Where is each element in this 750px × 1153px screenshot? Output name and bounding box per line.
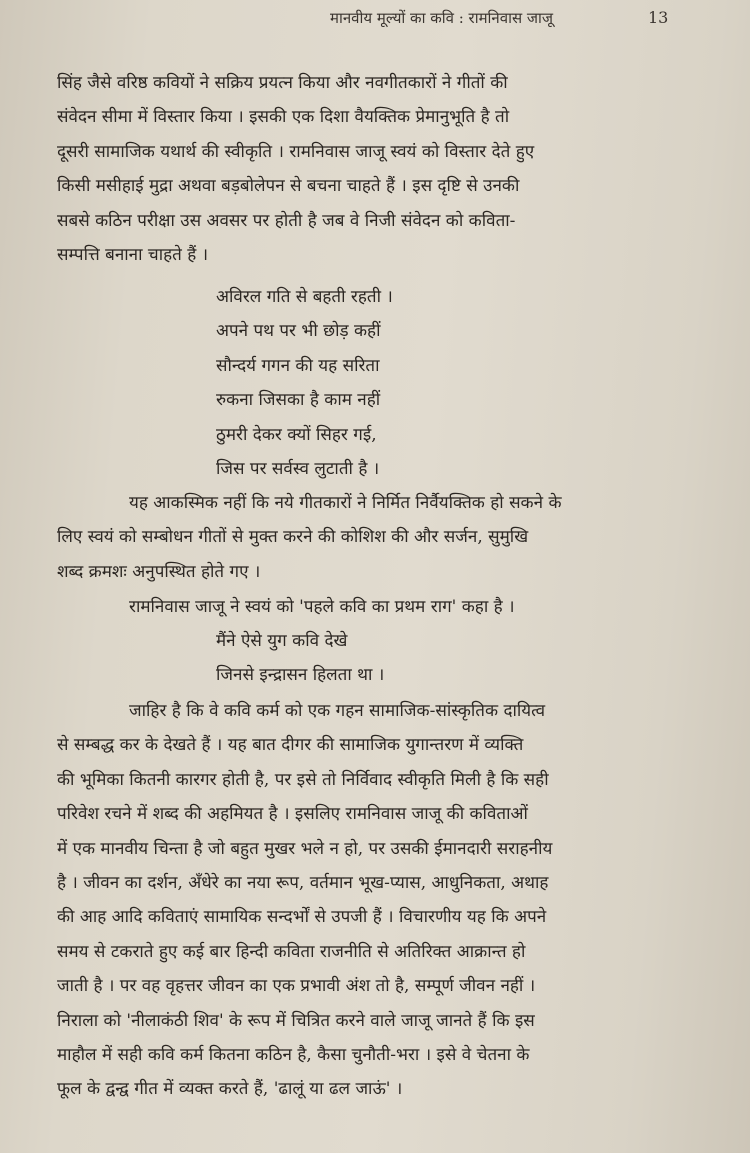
page-number: 13 [648, 8, 669, 27]
text-line: फूल के द्वन्द्व गीत में व्यक्त करते हैं, 'ढालूं या ढल जाऊं' । [57, 1079, 403, 1100]
text-line: परिवेश रचने में शब्द की अहमियत है । इसलिए रामनिवास जाजू की कविताओं [57, 804, 528, 825]
text-line: समय से टकराते हुए कई बार हिन्दी कविता राजनीति से अतिरिक्त आक्रान्त हो [57, 941, 526, 962]
verse-line: मैंने ऐसे युग कवि देखे [216, 631, 348, 651]
paragraph-3 [57, 590, 697, 624]
running-head: मानवीय मूल्यों का कवि : रामनिवास जाजू [330, 9, 554, 27]
text-line: रामनिवास जाजू ने स्वयं को 'पहले कवि का प्रथम राग' कहा है । [129, 597, 515, 617]
text-line: सिंह जैसे वरिष्ठ कवियों ने सक्रिय प्रयत्न किया और नवगीतकारों ने गीतों की [57, 73, 508, 93]
text-line: माहौल में सही कवि कर्म कितना कठिन है, कैसा चुनौती-भरा । इसे वे चेतना के [57, 1044, 530, 1065]
text-line: लिए स्वयं को सम्बोधन गीतों से मुक्त करने की कोशिश की और सर्जन, सुमुखि [57, 527, 529, 548]
text-line: संवेदन सीमा में विस्तार किया । इसकी एक दिशा वैयक्तिक प्रेमानुभूति है तो [57, 107, 510, 128]
verse-1 [216, 280, 393, 486]
verse-line: अपने पथ पर भी छोड़ कहीं [216, 321, 381, 342]
text-line: की आह आदि कविताएं सामायिक सन्दर्भों से उपजी हैं । विचारणीय यह कि अपने [57, 907, 547, 928]
paragraph-4 [57, 694, 697, 1107]
verse-line: जिनसे इन्द्रासन हिलता था । [216, 665, 385, 686]
verse-line: रुकना जिसका है काम नहीं [216, 390, 381, 411]
verse-line: सौन्दर्य गगन की यह सरिता [216, 355, 380, 376]
verse-line: जिस पर सर्वस्व लुटाती है । [216, 458, 380, 479]
text-line: जाती है । पर वह वृहत्तर जीवन का एक प्रभावी अंश तो है, सम्पूर्ण जीवन नहीं । [57, 976, 536, 997]
text-line: सम्पत्ति बनाना चाहते हैं । [57, 244, 209, 265]
text-line: जाहिर है कि वे कवि कर्म को एक गहन सामाजिक-सांस्कृतिक दायित्व [129, 701, 546, 721]
text-line: सबसे कठिन परीक्षा उस अवसर पर होती है जब वे निजी संवेदन को कविता- [57, 210, 516, 231]
text-line: है । जीवन का दर्शन, अँधेरे का नया रूप, वर्तमान भूख-प्यास, आधुनिकता, अथाह [57, 872, 549, 893]
text-line: निराला को 'नीलाकंठी शिव' के रूप में चित्रित करने वाले जाजू जानते हैं कि इस [57, 1010, 535, 1031]
paragraph-2 [57, 486, 697, 589]
verse-2 [216, 624, 384, 693]
text-line: में एक मानवीय चिन्ता है जो बहुत मुखर भले न हो, पर उसकी ईमानदारी सराहनीय [57, 838, 553, 859]
verse-line: अविरल गति से बहती रहती । [216, 287, 393, 307]
text-line: से सम्बद्ध कर के देखते हैं । यह बात दीगर की सामाजिक युगान्तरण में व्यक्ति [57, 735, 524, 756]
text-line: यह आकस्मिक नहीं कि नये गीतकारों ने निर्मित निर्वैयक्तिक हो सकने के [129, 493, 562, 513]
text-line: किसी मसीहाई मुद्रा अथवा बड़बोलेपन से बचना चाहते हैं । इस दृष्टि से उनकी [57, 176, 520, 197]
text-line: दूसरी सामाजिक यथार्थ की स्वीकृति । रामनिवास जाजू स्वयं को विस्तार देते हुए [57, 141, 535, 162]
paragraph-1 [57, 66, 697, 272]
verse-line: ठुमरी देकर क्यों सिहर गई, [216, 424, 377, 445]
text-line: शब्द क्रमशः अनुपस्थित होते गए । [57, 561, 261, 582]
text-line: की भूमिका कितनी कारगर होती है, पर इसे तो निर्विवाद स्वीकृति मिली है कि सही [57, 769, 549, 790]
